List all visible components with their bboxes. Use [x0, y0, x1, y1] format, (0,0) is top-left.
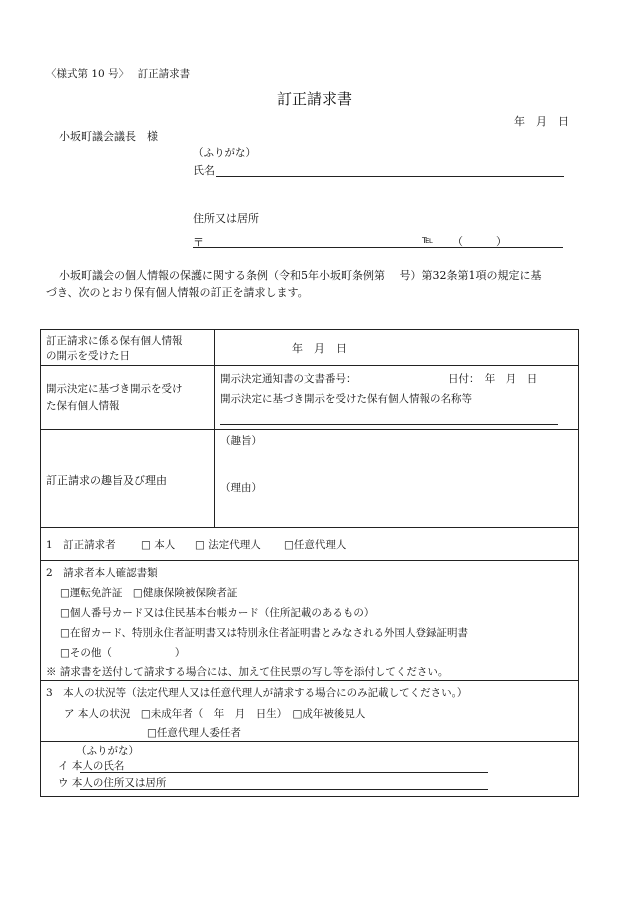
principal-address-field[interactable] — [80, 789, 488, 790]
principal-name-field[interactable] — [80, 772, 488, 773]
purpose-reason-label: 訂正請求の趣旨及び理由 — [46, 474, 167, 487]
table-col-divider — [214, 329, 215, 527]
addressee: 小坂町議会議長 様 — [59, 130, 158, 143]
table-row-divider — [40, 365, 578, 366]
table-row-divider — [40, 527, 578, 528]
disclosed-info-label-1: 開示決定に基づき開示を受け — [46, 383, 183, 395]
tel-label: ℡ — [422, 234, 434, 246]
furigana-label: （ふりがな） — [193, 147, 256, 159]
address-field[interactable] — [193, 247, 563, 248]
notice-doc-number[interactable]: 開示決定通知書の文書番号： — [220, 373, 357, 385]
tel-parens: （ ） — [452, 235, 507, 248]
form-number: 〈様式第 10 号〉 訂正請求書 — [46, 68, 191, 80]
reason-label: （理由） — [220, 482, 262, 494]
requester-legal-agent-checkbox[interactable]: □ 法定代理人 — [195, 539, 261, 551]
intro-line-1: 小坂町議会の個人情報の保護に関する条例（令和5年小坂町条例第 号）第32条第1項の規定に基 — [59, 269, 542, 282]
principal-status-section: 3 本人の状況等（法定代理人又は任意代理人が請求する場合にのみ記載してください。） — [46, 687, 468, 699]
id-docs-section: 2 請求者本人確認書類 — [46, 567, 158, 579]
principal-status-options[interactable]: ア 本人の状況 □未成年者（ 年 月 日生） □成年被後見人 — [64, 708, 366, 720]
disclosed-info-label-2: た保有個人情報 — [46, 400, 120, 412]
disclosed-info-name-field[interactable] — [220, 424, 558, 425]
id-docs-note: ※ 請求書を送付して請求する場合には、加えて住民票の写し等を添付してください。 — [46, 666, 449, 678]
id-docs-option-other[interactable]: □その他（ ） — [60, 647, 186, 659]
id-docs-option-1[interactable]: □運転免許証 □健康保険被保険者証 — [60, 587, 238, 599]
name-label: 氏名 — [193, 164, 215, 177]
requester-self-checkbox[interactable]: □ 本人 — [141, 539, 176, 551]
address-label: 住所又は居所 — [193, 212, 259, 225]
name-field[interactable] — [216, 176, 564, 177]
requester-voluntary-agent-checkbox[interactable]: □任意代理人 — [284, 539, 347, 551]
principal-status-option-mandator[interactable]: □任意代理人委任者 — [147, 727, 241, 739]
intro-line-2: づき、次のとおり保有個人情報の訂正を請求します。 — [46, 286, 309, 299]
table-row-divider — [40, 680, 578, 681]
requester-section: 1 訂正請求者 — [46, 539, 116, 551]
table-row-divider — [40, 741, 578, 742]
purpose-label: （趣旨） — [220, 435, 262, 447]
principal-furigana: （ふりがな） — [76, 745, 139, 757]
principal-address-label: ウ 本人の住所又は居所 — [58, 777, 167, 789]
disclosure-date-value[interactable]: 年 月 日 — [292, 342, 347, 355]
table-row-divider — [40, 429, 578, 430]
principal-name-label: イ 本人の氏名 — [58, 760, 125, 772]
id-docs-option-3[interactable]: □在留カード、特別永住者証明書又は特別永住者証明書とみなされる外国人登録証明書 — [60, 627, 468, 639]
disclosed-info-name: 開示決定に基づき開示を受けた保有個人情報の名称等 — [220, 393, 472, 405]
id-docs-option-2[interactable]: □個人番号カード又は住民基本台帳カード（住所記載のあるもの） — [60, 607, 375, 619]
page-title: 訂正請求書 — [277, 90, 353, 108]
disclosure-date-label-1: 訂正請求に係る保有個人情報 — [46, 335, 183, 347]
notice-date[interactable]: 日付： 年 月 日 — [448, 373, 538, 385]
disclosure-date-label-2: の開示を受けた日 — [46, 350, 130, 362]
date-line: 年 月 日 — [514, 115, 569, 128]
postal-mark: 〒 — [193, 236, 204, 249]
table-row-divider — [40, 560, 578, 561]
